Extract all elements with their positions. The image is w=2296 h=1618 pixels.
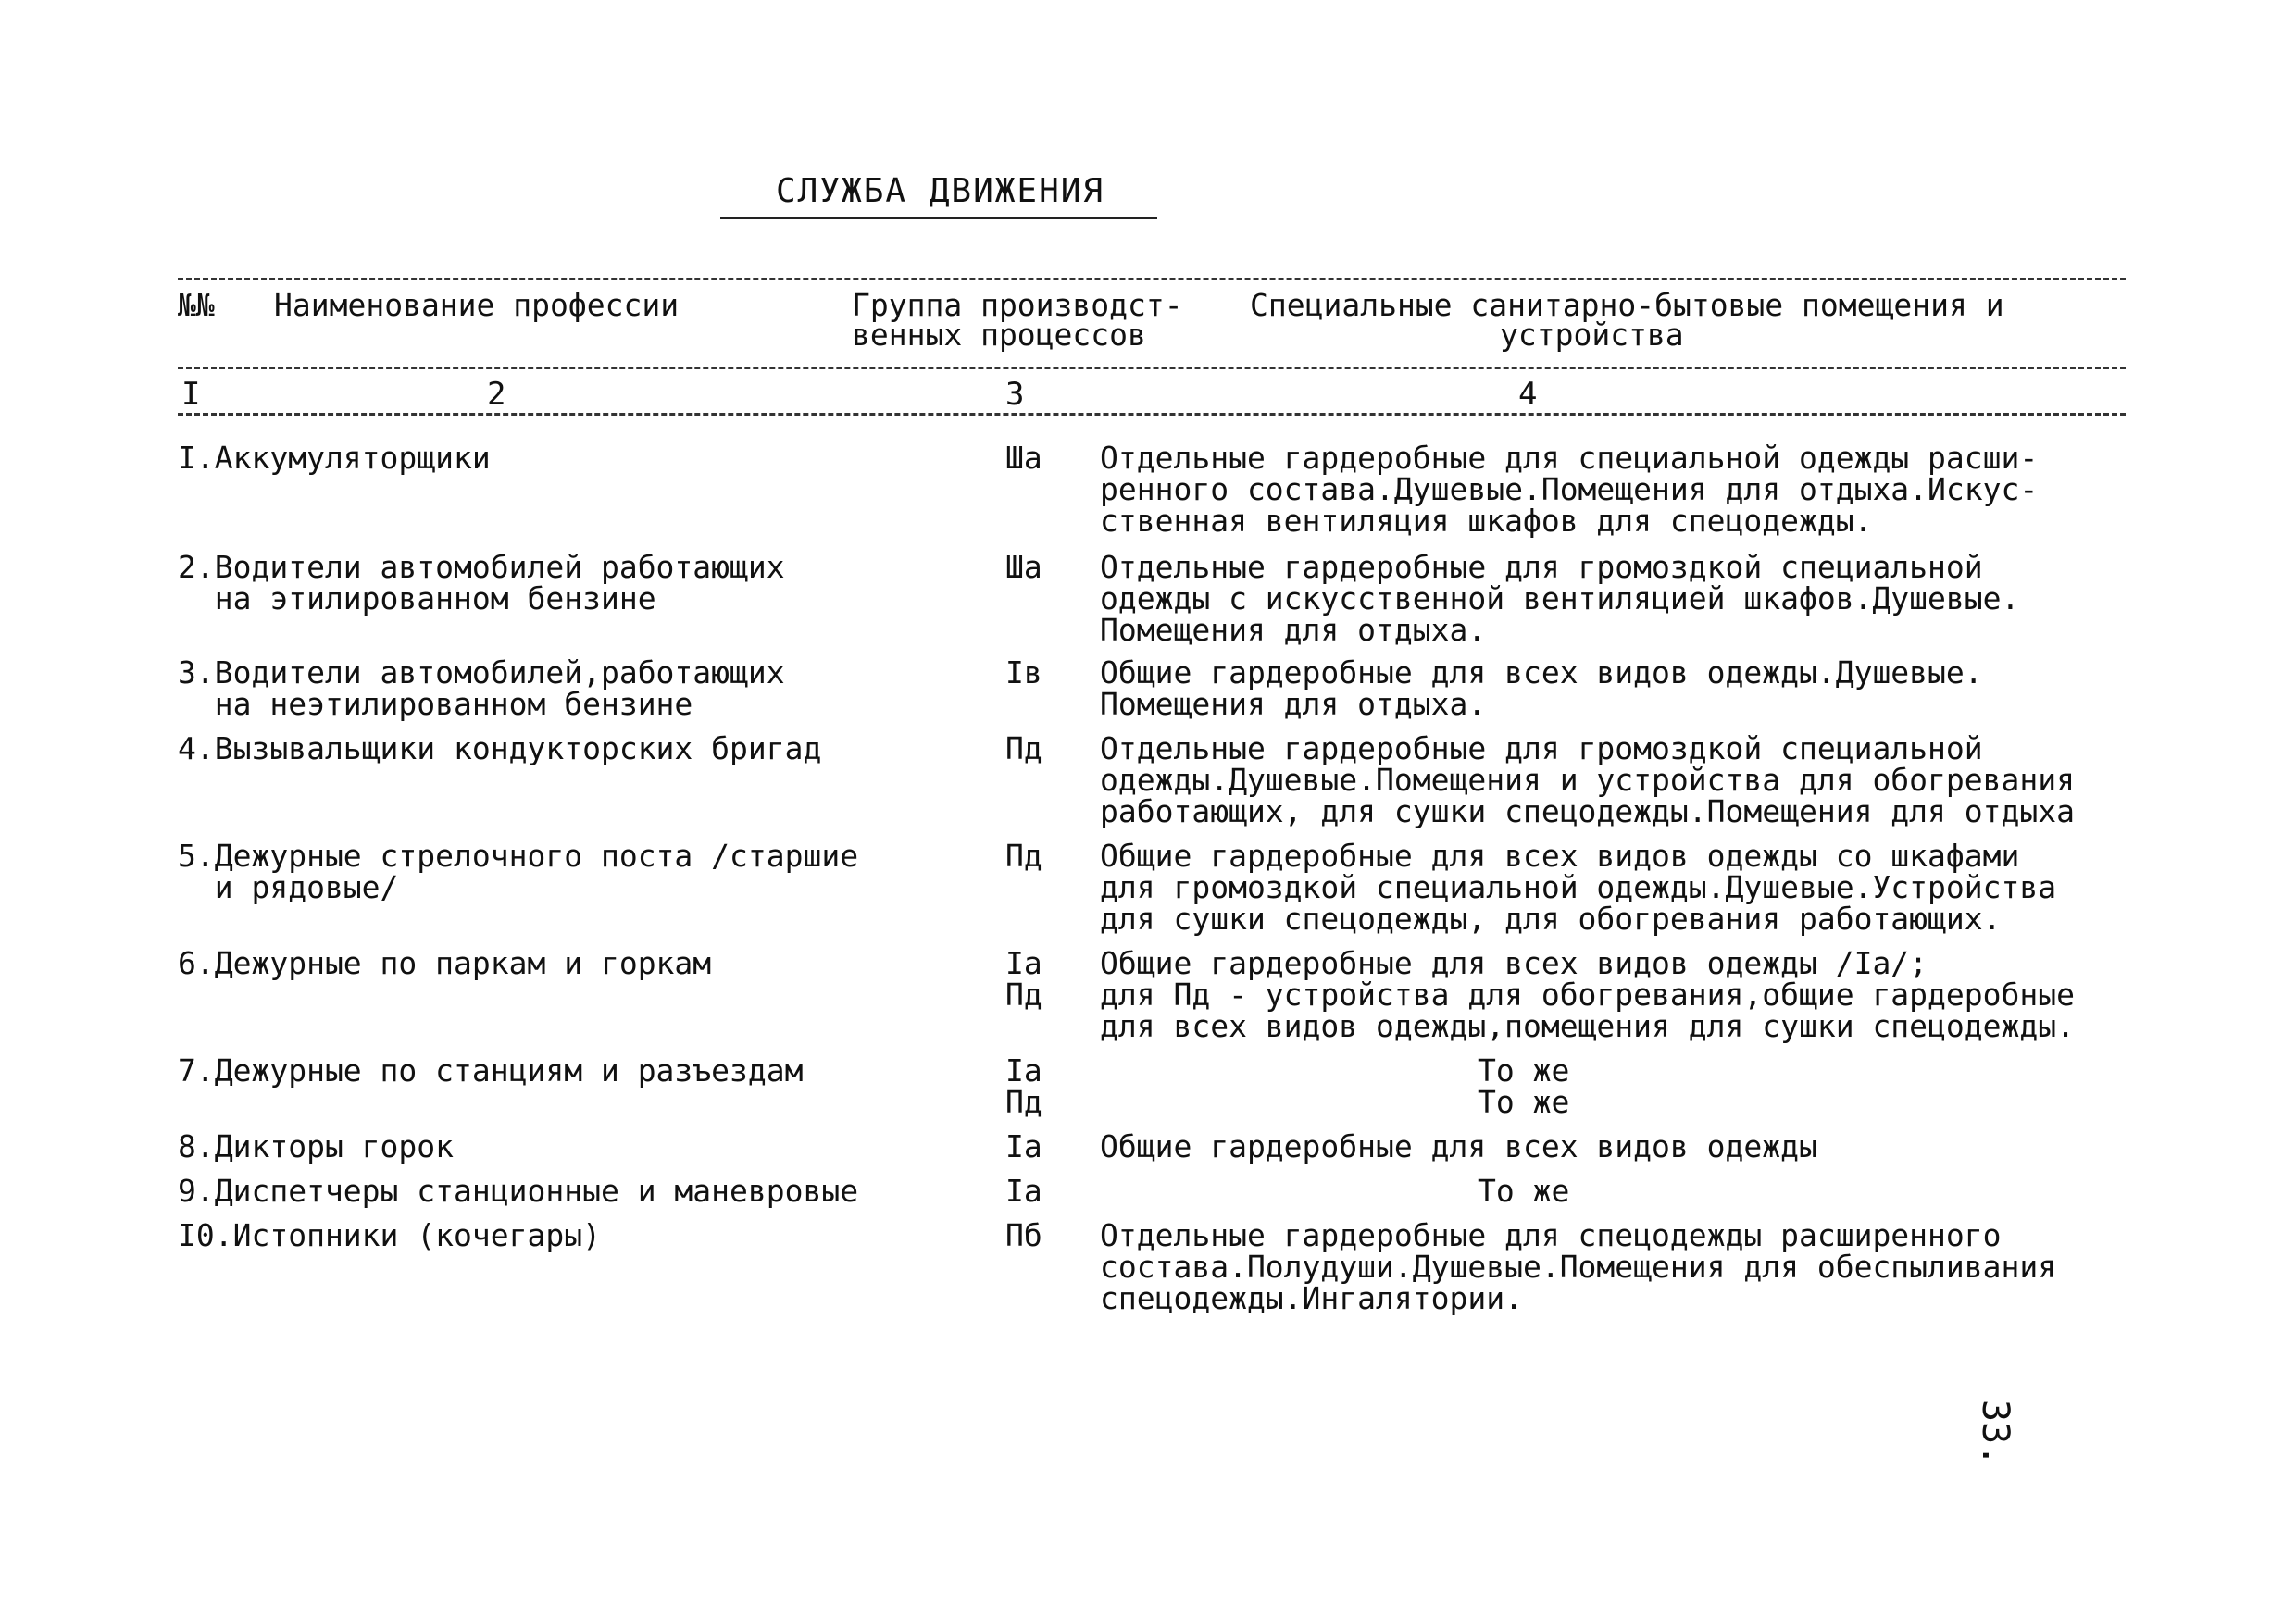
column-number-4: 4 <box>1518 376 1538 413</box>
table-top-rule <box>178 278 2126 280</box>
same-as-above: То же <box>1478 1052 1570 1089</box>
profession-name: 3.Водители автомобилей,работающих <box>178 654 785 691</box>
facilities-text: для всех видов одежды,помещения для сушки спецодежды. <box>1100 1008 2075 1044</box>
profession-name: 7.Дежурные по станциям и разъездам <box>178 1052 804 1089</box>
header-group-line1: Группа производст- <box>852 287 1183 323</box>
process-group: Iв <box>1005 654 1042 691</box>
facilities-text: ственная вентиляция шкафов для спецодежды. <box>1100 503 1873 539</box>
facilities-text: Помещения для отдыха. <box>1100 686 1487 722</box>
header-group-line2: венных процессов <box>852 317 1146 353</box>
facilities-text: ренного состава.Душевые.Помещения для отдыха.Искус- <box>1100 471 2039 507</box>
profession-name: и рядовые/ <box>178 869 399 905</box>
facilities-text: Общие гардеробные для всех видов одежды со шкафами <box>1100 838 2020 874</box>
process-group: Ia <box>1005 1052 1042 1089</box>
profession-name: I0.Истопники (кочегары) <box>178 1217 601 1253</box>
column-number-3: 3 <box>1005 376 1025 413</box>
facilities-text: Помещения для отдыха. <box>1100 612 1487 648</box>
column-number-1: I <box>181 376 201 413</box>
column-number-2: 2 <box>487 376 506 413</box>
process-group: Пб <box>1005 1217 1042 1253</box>
header-number: №№ <box>178 287 215 323</box>
facilities-text: одежды.Душевые.Помещения и устройства для обогревания <box>1100 762 2075 798</box>
process-group: Пд <box>1005 838 1042 874</box>
facilities-text: Отдельные гардеробные для громоздкой специальной <box>1100 730 1983 766</box>
facilities-text: работающих, для сушки спецодежды.Помещения для отдыха <box>1100 793 2075 829</box>
facilities-text: спецодежды.Ингалятории. <box>1100 1280 1523 1316</box>
same-as-above: То же <box>1478 1173 1570 1209</box>
process-group: Ша <box>1005 440 1042 476</box>
profession-name: 6.Дежурные по паркам и горкам <box>178 945 712 981</box>
process-group: Ia <box>1005 1173 1042 1209</box>
process-group: Пд <box>1005 730 1042 766</box>
profession-name: 4.Вызывальщики кондукторских бригад <box>178 730 822 766</box>
facilities-text: Общие гардеробные для всех видов одежды.Душевые. <box>1100 654 1983 691</box>
profession-name: на этилированном бензине <box>178 580 656 616</box>
facilities-text: Общие гардеробные для всех видов одежды <box>1100 1128 1817 1164</box>
facilities-text: для Пд - устройства для обогревания,общие гардеробные <box>1100 977 2075 1013</box>
page-number: 33. <box>1974 1400 2016 1467</box>
facilities-text: Отдельные гардеробные для спецодежды расширенного <box>1100 1217 2002 1253</box>
profession-name: I.Аккумуляторщики <box>178 440 491 476</box>
process-group: Пд <box>1005 1084 1042 1120</box>
page-title: СЛУЖБА ДВИЖЕНИЯ <box>776 172 1105 210</box>
facilities-text: состава.Полудуши.Душевые.Помещения для обеспыливания <box>1100 1249 2057 1285</box>
facilities-text: одежды с искусственной вентиляцией шкафов.Душевые. <box>1100 580 2020 616</box>
profession-name: 2.Водители автомобилей работающих <box>178 549 785 585</box>
profession-name: на неэтилированном бензине <box>178 686 693 722</box>
process-group: Ша <box>1005 549 1042 585</box>
column-number-rule <box>178 413 2126 416</box>
same-as-above: То же <box>1478 1084 1570 1120</box>
facilities-text: для сушки спецодежды, для обогревания работающих. <box>1100 901 2002 937</box>
process-group: Пд <box>1005 977 1042 1013</box>
process-group: Ia <box>1005 945 1042 981</box>
process-group: Ia <box>1005 1128 1042 1164</box>
profession-name: 8.Дикторы горок <box>178 1128 455 1164</box>
facilities-text: Отдельные гардеробные для специальной одежды расши- <box>1100 440 2039 476</box>
title-underline <box>720 217 1157 219</box>
facilities-text: Общие гардеробные для всех видов одежды /Ia/; <box>1100 945 1928 981</box>
facilities-text: Отдельные гардеробные для громоздкой специальной <box>1100 549 1983 585</box>
profession-name: 9.Диспетчеры станционные и маневровые <box>178 1173 859 1209</box>
header-rule <box>178 367 2126 369</box>
facilities-text: для громоздкой специальной одежды.Душевые.Устройства <box>1100 869 2057 905</box>
profession-name: 5.Дежурные стрелочного поста /старшие <box>178 838 859 874</box>
header-profession: Наименование профессии <box>274 287 680 323</box>
header-facilities-line1: Специальные санитарно-бытовые помещения и <box>1250 287 2004 323</box>
header-facilities-line2: устройства <box>1500 317 1684 353</box>
